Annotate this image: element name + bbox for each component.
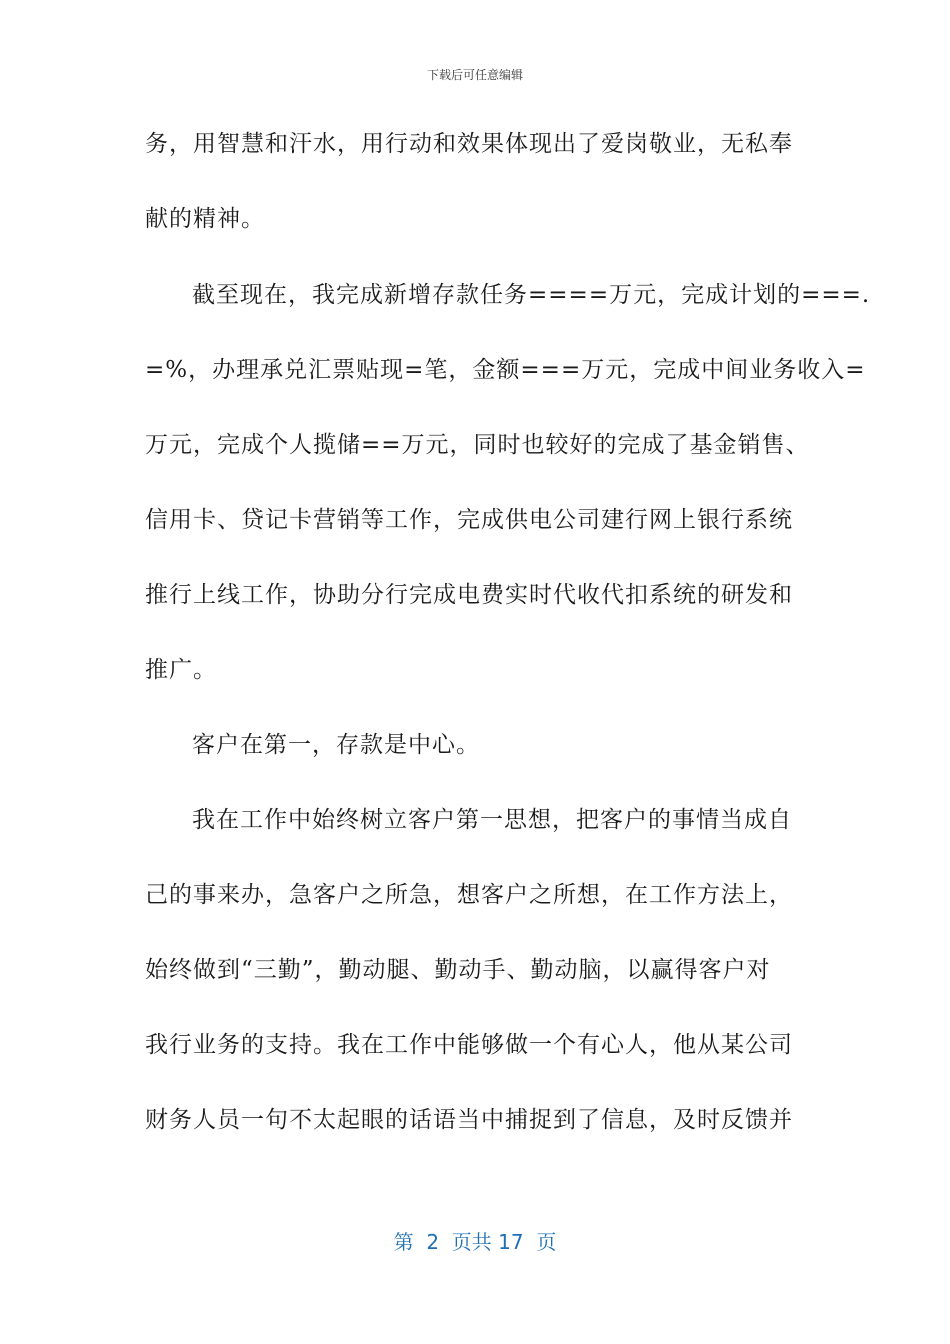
text-line: 财务人员一句不太起眼的话语当中捕捉到了信息，及时反馈并	[145, 1107, 793, 1133]
page-number-footer: 第 2 页共 17 页	[393, 1230, 557, 1254]
text-line: 务，用智慧和汗水，用行动和效果体现出了爱岗敬业，无私奉	[145, 131, 793, 157]
text-line: 我行业务的支持。我在工作中能够做一个有心人，他从某公司	[145, 1032, 793, 1058]
text-line: 推行上线工作，协助分行完成电费实时代收代扣系统的研发和	[145, 582, 793, 608]
text-line: 截至现在，我完成新增存款任务====万元，完成计划的===.	[192, 282, 871, 308]
text-line: 始终做到“三勤”，勤动腿、勤动手、勤动脑，以赢得客户对	[145, 957, 771, 983]
text-line: 推广。	[145, 657, 217, 683]
text-line: =%，办理承兑汇票贴现=笔，金额===万元，完成中间业务收入=	[145, 357, 866, 383]
text-line: 万元，完成个人揽储==万元，同时也较好的完成了基金销售、	[145, 432, 810, 458]
page-header: 下载后可任意编辑	[426, 68, 523, 82]
text-line: 信用卡、贷记卡营销等工作，完成供电公司建行网上银行系统	[145, 507, 793, 533]
text-line: 客户在第一，存款是中心。	[192, 732, 480, 758]
text-line: 己的事来办，急客户之所急，想客户之所想，在工作方法上，	[145, 882, 793, 908]
text-line: 我在工作中始终树立客户第一思想，把客户的事情当成自	[192, 807, 792, 833]
text-line: 献的精神。	[145, 206, 265, 232]
